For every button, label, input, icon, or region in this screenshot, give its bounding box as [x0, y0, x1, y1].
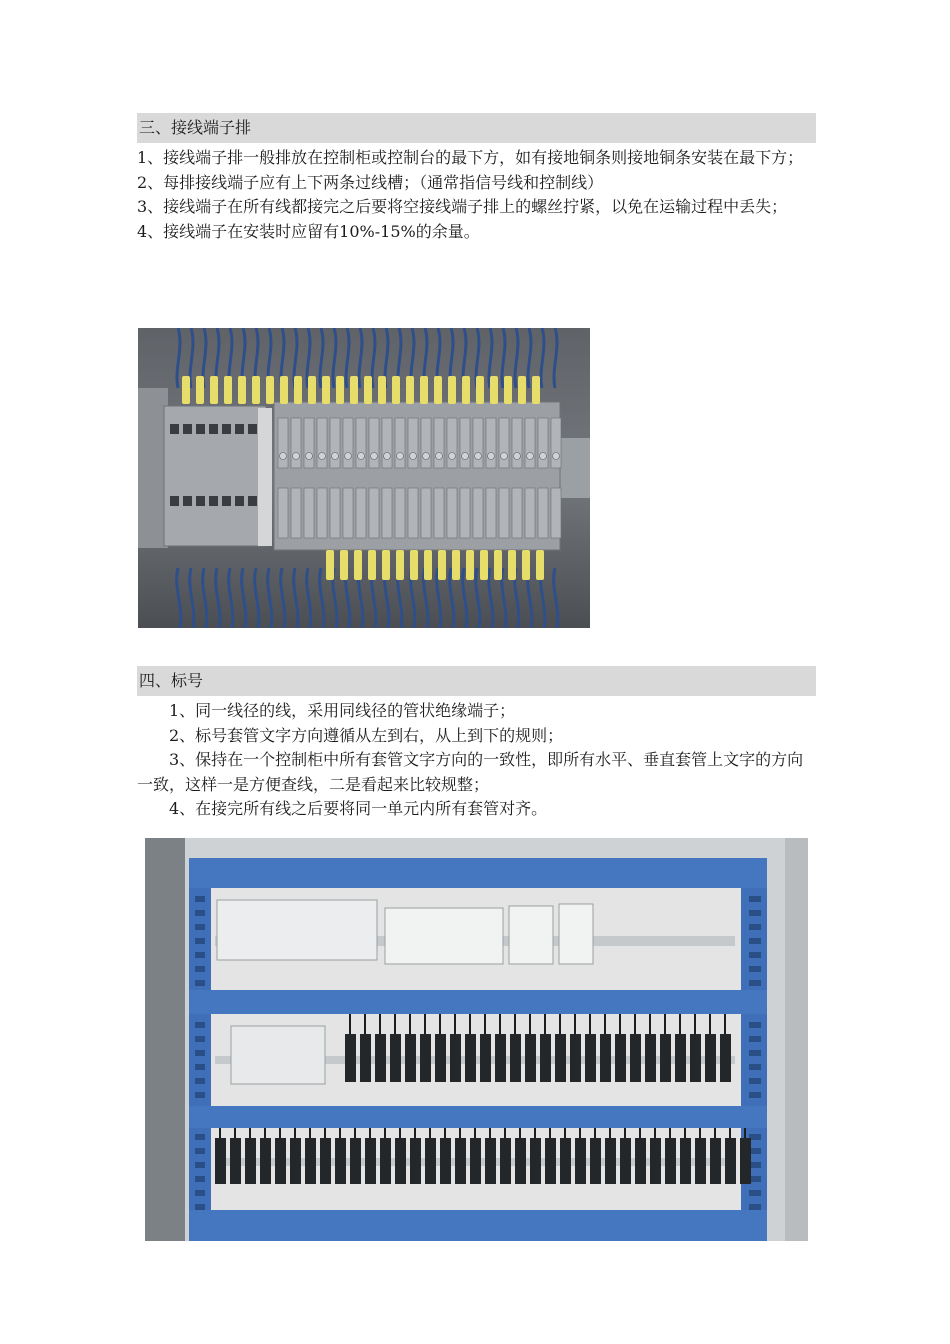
section-4-item: 4、在接完所有线之后要将同一单元内所有套管对齐。 — [169, 799, 548, 818]
control-cabinet-photo — [145, 838, 808, 1241]
section-3-item: 1、接线端子排一般排放在控制柜或控制台的最下方，如有接地铜条则接地铜条安装在最下方； — [137, 148, 804, 167]
section-4-item: 3、保持在一个控制柜中所有套管文字方向的一致性，即所有水平、垂直套管上文字的方向一致，这样一是方便查线，二是看起来比较规整； — [137, 750, 804, 794]
section-4-body — [137, 699, 809, 822]
section-3-heading: 三、接线端子排 — [137, 113, 816, 143]
section-3-body — [137, 146, 809, 244]
section-4-item: 2、标号套管文字方向遵循从左到右，从上到下的规则； — [169, 725, 564, 745]
section-3-item: 3、接线端子在所有线都接完之后要将空接线端子排上的螺丝拧紧，以免在运输过程中丢失； — [137, 197, 788, 216]
terminal-block-photo — [138, 328, 590, 628]
section-3-item: 4、接线端子在安装时应留有10%-15%的余量。 — [137, 221, 480, 241]
section-4-item: 1、同一线径的线，采用同线径的管状绝缘端子； — [169, 701, 516, 720]
section-4-heading: 四、标号 — [137, 666, 816, 696]
section-3-item: 2、每排接线端子应有上下两条过线槽；（通常指信号线和控制线） — [137, 172, 604, 192]
